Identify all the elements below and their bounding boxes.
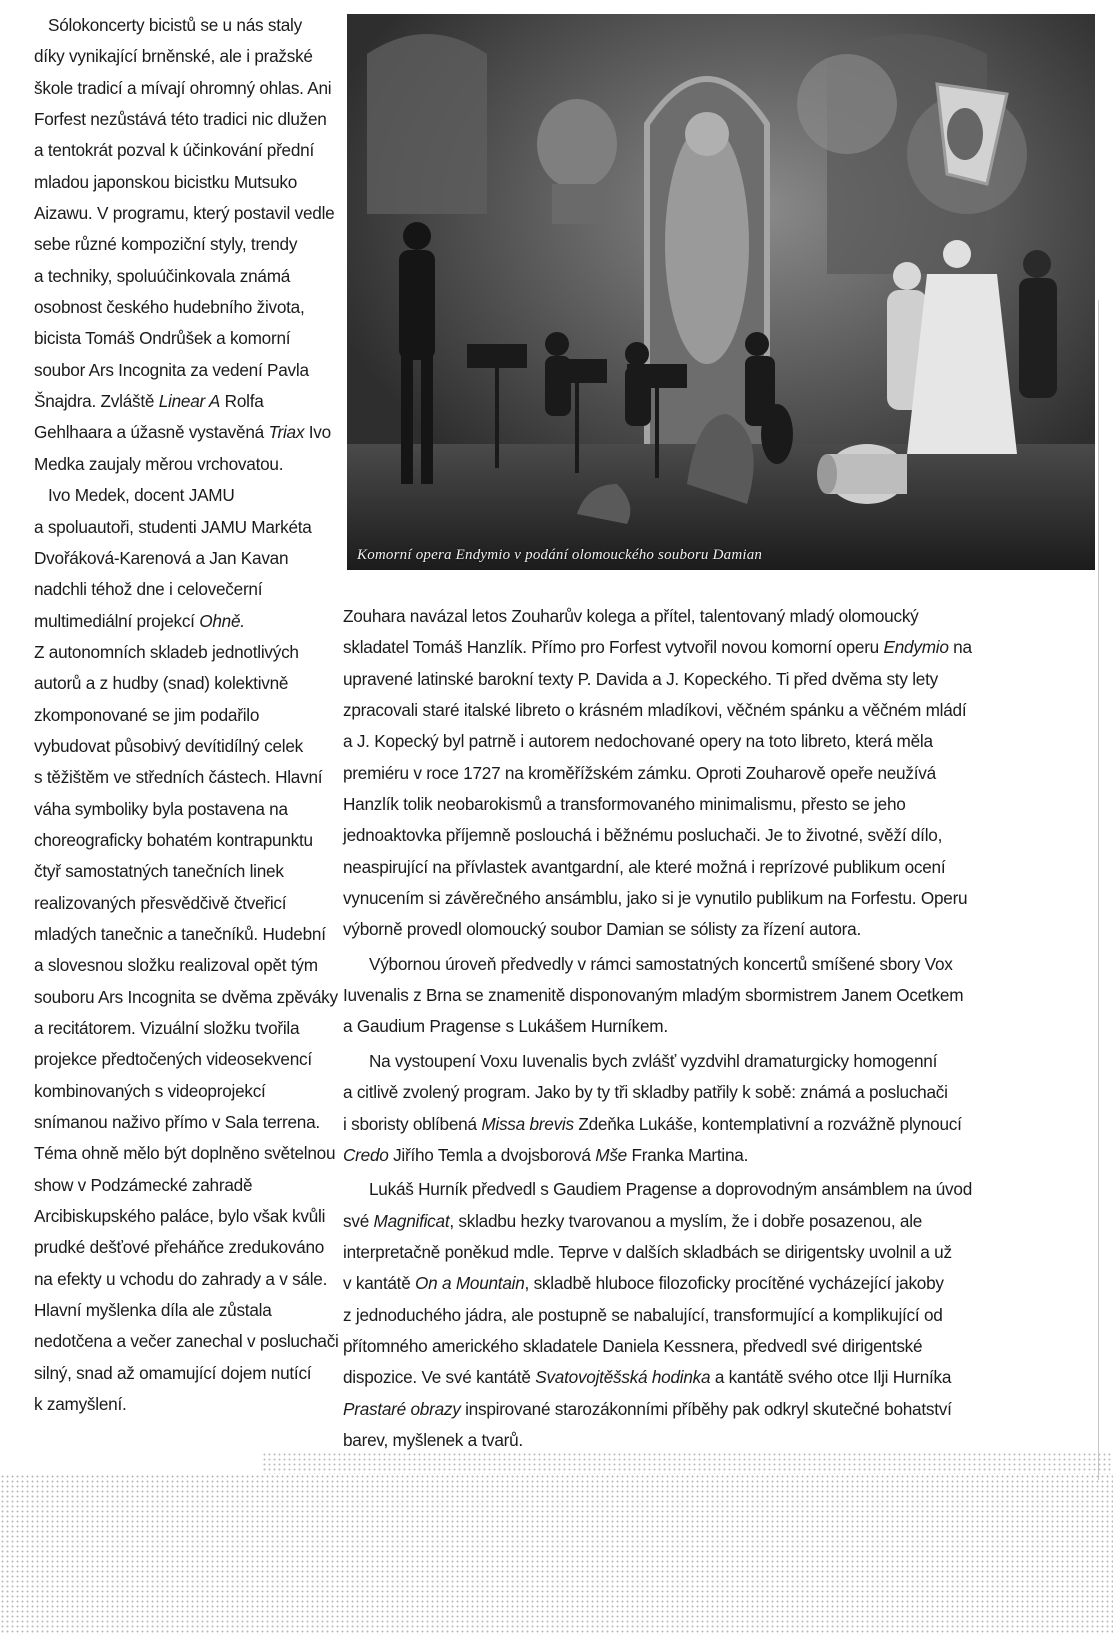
text-line: osobnost českého hudebního života, [34,297,305,318]
work-title-ohne: Ohně. [199,610,245,631]
text-fragment: v kantátě [343,1273,411,1294]
work-title-endymio: Endymio [883,637,949,658]
text-line: a spoluautoři, studenti JAMU Markéta [34,516,312,537]
text-fragment: Zdeňka Lukáše, kontemplativní a rozvážně plynoucí [573,1113,962,1134]
text-line: premiéru v roce 1727 na kroměřížském zámku. Oproti Zouharově opeře neužívá [343,762,936,783]
text-line: Téma ohně mělo být doplněno světelnou [34,1143,336,1164]
text-line: Arcibiskupského paláce, bylo však kvůli [34,1206,326,1227]
text-line: Ivo Medek, docent JAMU [48,485,235,506]
text-line: vynucením si závěrečného ansámblu, jako si je vynutilo publikum na Forfestu. Operu [343,888,968,909]
text-fragment: , skladbě hluboce filozoficky procítěné vycházející jakoby [524,1273,944,1294]
work-title-magnificat: Magnificat [373,1210,450,1231]
text-fragment: své [343,1210,369,1231]
text-line: zkomponované se jim podařilo [34,704,260,725]
text-line: neaspirující na přívlastek avantgardní, ale které možná i reprízové publikum ocení [343,856,946,877]
work-title-missa-brevis: Missa brevis [481,1113,574,1134]
text-line: váha symboliky byla postavena na [34,798,288,819]
text-fragment: Rolfa [220,391,264,412]
text-line [343,1268,978,1299]
text-line: a Gaudium Pragense s Lukášem Hurníkem. [343,1016,668,1037]
text-line: díky vynikající brněnské, ale i pražské [34,46,313,67]
photo-caption: Komorní opera Endymio v podání olomouckého souboru Damian [357,547,763,563]
text-line: mladých tanečnic a tanečníků. Hudební [34,923,326,944]
text-line [343,1109,978,1140]
text-fragment: Franka Martina. [626,1144,749,1165]
text-line [34,417,334,448]
text-line: snímanou naživo přímo v Sala terrena. [34,1112,320,1133]
text-line: Z autonomních skladeb jednotlivých [34,641,299,662]
text-fragment: , skladbu hezky tvarovanou a myslím, že i dobře posazenou, ale [449,1210,923,1231]
text-fragment: skladatel Tomáš Hanzlík. Přímo pro Forfest vytvořil novou komorní operu [343,637,879,658]
text-line: vybudovat působivý devítidílný celek [34,735,304,756]
text-line: s těžištěm ve středních částech. Hlavní [34,767,323,788]
text-line: na efekty u vchodu do zahrady a v sále. [34,1268,328,1289]
text-line [343,1206,978,1237]
text-line: soubor Ars Incognita za vedení Pavla [34,359,309,380]
text-line: nedotčena a večer zanechal v posluchači [34,1331,339,1352]
text-line: autorů a z hudby (snad) kolektivně [34,673,289,694]
text-line [343,1394,978,1425]
statue [665,124,749,364]
left-column-article [34,10,339,1420]
text-fragment: Jiřího Temla a dvojsborová [388,1144,591,1165]
work-title-credo: Credo [343,1144,389,1165]
text-line: Forfest nezůstává této tradici nic dlužen [34,109,327,130]
text-fragment: a kantátě svého otce Ilji Hurníka [710,1367,952,1388]
text-line: Hanzlík tolik neobarokismů a transformovaného minimalismu, přesto se jeho [343,794,906,815]
text-line: Medka zaujaly měrou vrchovatou. [34,453,284,474]
photo-illustration [347,14,1095,570]
text-line [34,386,334,417]
text-fragment: dispozice. Ve své kantátě [343,1367,531,1388]
text-line [34,606,334,637]
text-line: upravené latinské barokní texty P. Davida a J. Kopeckého. Ti před dvěma sty lety [343,668,938,689]
text-line [343,1362,978,1393]
text-line: Dvořáková-Karenová a Jan Kavan [34,547,289,568]
text-line: a slovesnou složku realizoval opět tým [34,955,318,976]
text-line: čtyř samostatných tanečních linek [34,861,284,882]
work-title-svatovojtesska-hodinka: Svatovojtěšská hodinka [535,1367,711,1388]
work-title-on-a-mountain: On a Mountain [415,1273,525,1294]
text-line: choreograficky bohatém kontrapunktu [34,829,313,850]
text-line: jednoaktovka příjemně poslouchá i běžnému posluchači. Je to životné, svěží dílo, [343,825,943,846]
text-line: a tentokrát pozval k účinkování přední [34,140,314,161]
text-line: zpracovali staré italské libreto o krásném mladíkovi, věčném spánku a věčném mládí [343,700,967,721]
text-line: Sólokoncerty bicistů se u nás staly [48,15,302,35]
text-line: výborně provedl olomoucký soubor Damian se sólisty za řízení autora. [343,919,861,940]
text-line: z jednoduchého jádra, ale postupně se nabalující, transformující a komplikující od [343,1304,943,1325]
text-line: Aizawu. V programu, který postavil vedle [34,203,335,224]
scan-dot-pattern [262,1452,1113,1474]
text-line: show v Podzámecké zahradě [34,1174,253,1195]
text-line: realizovaných přesvědčivě čtveřicí [34,892,287,913]
text-fragment: Gehlhaara a úžasně vystavěná [34,422,264,443]
text-line: silný, snad až omamující dojem nutící [34,1362,312,1383]
text-line: k zamyšlení. [34,1394,127,1415]
text-line: souboru Ars Incognita se dvěma zpěváky [34,986,338,1007]
text-line: a J. Kopecký byl patrně i autorem nedochované opery na toto libreto, která měla [343,731,933,752]
text-line: kombinovaných s videoprojekcí [34,1080,266,1101]
work-title-triax: Triax [268,422,305,443]
text-line: Lukáš Hurník předvedl s Gaudiem Pragense a doprovodným ansámblem na úvod [369,1179,973,1200]
text-line: prudké dešťové přeháňce zredukováno [34,1237,325,1258]
concert-photograph [347,14,1095,570]
text-line: Výbornou úroveň předvedly v rámci samostatných koncertů smíšené sbory Vox [369,953,953,974]
text-fragment: Ivo [304,422,331,443]
text-line [343,632,978,663]
text-line: Hlavní myšlenka díla ale zůstala [34,1300,272,1321]
text-line: a citlivě zvolený program. Jako by ty tři skladby patřily k sobě: známá a posluchači [343,1082,948,1103]
text-fragment: Šnajdra. Zvláště [34,391,155,412]
text-line: sebe různé kompoziční styly, trendy [34,234,298,255]
text-line: přítomného amerického skladatele Daniela Kessnera, předvedl své dirigentské [343,1335,923,1356]
text-fragment: na [948,637,972,658]
text-line: a recitátorem. Vizuální složku tvořila [34,1018,300,1038]
page-edge-rule [1098,300,1099,1480]
text-line: Iuvenalis z Brna se znamenitě disponovaným mladým sbormistrem Janem Ocetkem [343,985,964,1006]
text-line: Na vystoupení Voxu Iuvenalis bych zvlášť vyzdvihl dramaturgicky homogenní [369,1050,938,1071]
scan-dot-pattern [0,1474,1113,1633]
text-line: barev, myšlenek a tvarů. [343,1429,523,1450]
text-line [343,1140,978,1171]
text-line: bicista Tomáš Ondrůšek a komorní [34,328,291,349]
right-column-article [343,601,978,1456]
text-line: mladou japonskou bicistku Mutsuko [34,171,298,192]
work-title-mse: Mše [595,1144,627,1165]
bust [537,99,617,189]
text-line: škole tradicí a mívají ohromný ohlas. Ani [34,77,332,98]
text-line: nadchli téhož dne i celovečerní [34,579,263,600]
text-fragment: inspirované starozákonními příběhy pak odkryl skutečné bohatství [460,1398,952,1419]
text-line: a techniky, spoluúčinkovala známá [34,265,291,286]
text-fragment: i sboristy oblíbená [343,1113,477,1134]
text-line: Zouhara navázal letos Zouharův kolega a přítel, talentovaný mladý olomoucký [343,606,919,626]
text-fragment: multimediální projekcí [34,610,195,631]
work-title-linear-a: Linear A [158,391,221,412]
work-title-prastare-obrazy: Prastaré obrazy [343,1398,461,1419]
text-line: interpretačně poněkud mdle. Teprve v dalších skladbách se dirigentsky uvolnil a už [343,1241,952,1262]
text-line: projekce předtočených videosekvencí [34,1049,312,1070]
